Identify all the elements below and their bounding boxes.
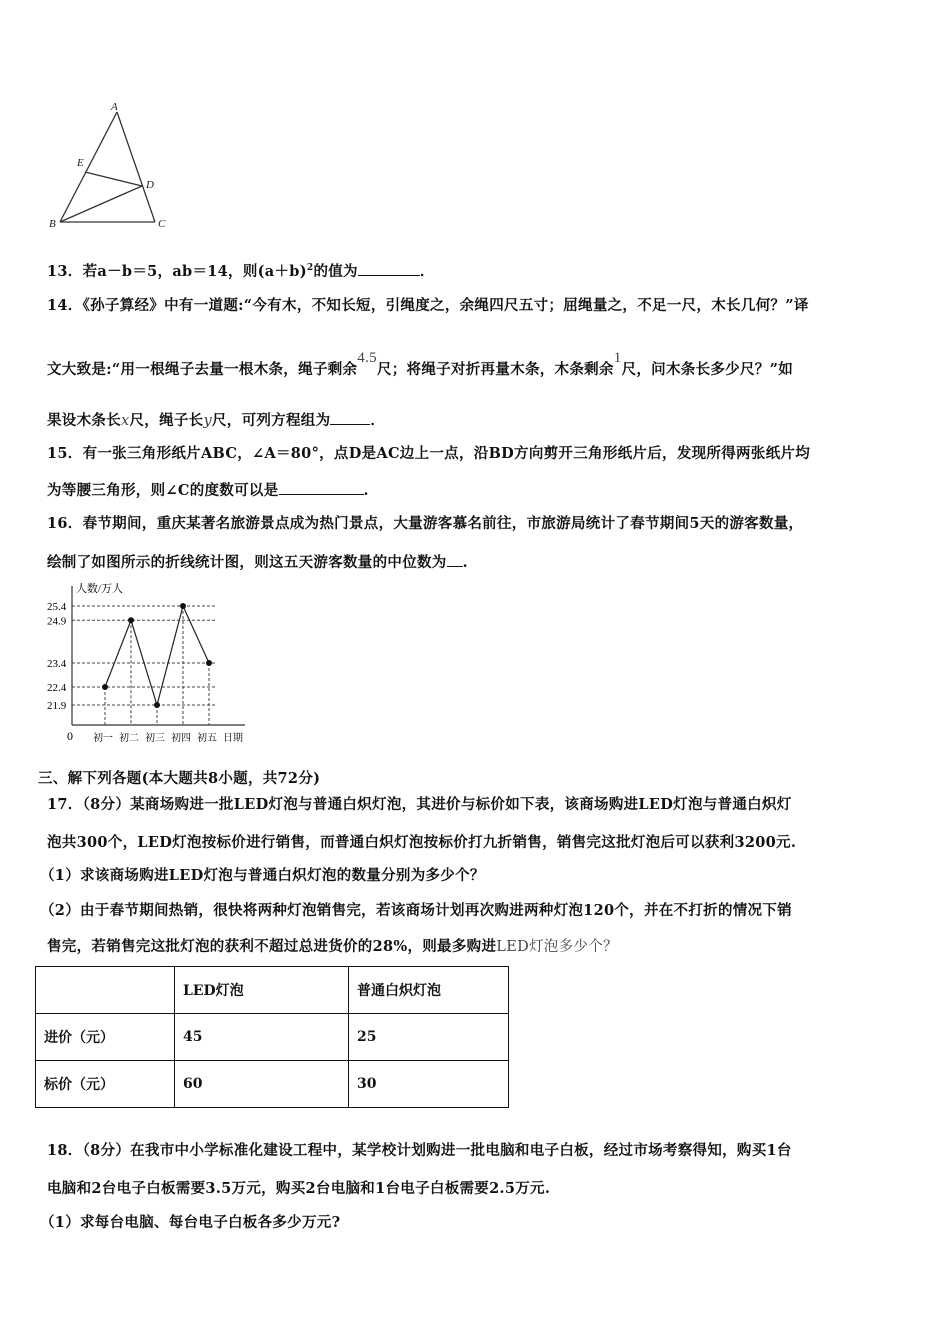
question-17-part1: （1）求该商场购进LED灯泡与普通白炽灯泡的数量分别为多少个？ <box>40 867 485 884</box>
question-14-line3 <box>47 409 385 430</box>
question-18-line1: 18．（8分）在我市中小学标准化建设工程中，某学校计划购进一批电脑和电子白板，经过市场考察得知，购买1台 <box>47 1142 792 1159</box>
question-18-line2: 电脑和2台电子白板需要3.5万元，购买2台电脑和1台电子白板需要2.5万元. <box>47 1180 551 1197</box>
question-17-part2-line1: （2）由于春节期间热销，很快将两种灯泡销售完，若该商场计划再次购进两种灯泡120个，并在不打折的情况下销 <box>40 902 792 919</box>
y-tick-label: 24.9 <box>47 615 67 628</box>
q15-text: 为等腰三角形，则∠C的度数可以是 <box>47 482 279 499</box>
answer-blank[interactable] <box>447 554 463 567</box>
table-cell <box>36 967 175 1014</box>
table-cell: 30 <box>349 1061 509 1108</box>
label-a: A <box>111 101 118 113</box>
x-tick-label: 初一 <box>93 733 113 744</box>
series-line <box>105 606 209 705</box>
q13-text2: 的值为 <box>313 263 358 280</box>
data-point <box>180 603 186 609</box>
q17-text: 售完，若销售完这批灯泡的获利不超过总进货价的28%，则最多购进 <box>47 938 497 955</box>
section-3-heading: 三、解下列各题(本大题共8小题，共72分) <box>38 770 321 787</box>
price-table <box>35 966 509 1108</box>
x-axis-label: 日期 <box>223 733 243 744</box>
q13-sup: 2 <box>306 263 314 274</box>
answer-blank[interactable] <box>279 482 364 495</box>
data-point <box>128 617 134 623</box>
q14-text6: 尺，可列方程组为 <box>211 412 331 429</box>
label-d: D <box>146 179 154 191</box>
y-tick-label: 25.4 <box>47 601 67 613</box>
question-17-line2: 泡共300个，LED灯泡按标价进行销售，而普通白炽灯泡按标价打九折销售，销售完这批灯泡后可以获利3200元. <box>47 834 797 851</box>
q14-text2: 尺；将绳子对折再量木条，木条剩余 <box>376 361 614 378</box>
table-row <box>36 1061 509 1108</box>
data-point <box>206 660 212 666</box>
table-cell: 45 <box>175 1014 349 1061</box>
answer-blank[interactable] <box>330 412 370 425</box>
table-cell: 标价（元） <box>36 1061 175 1108</box>
triangle-figure <box>45 100 175 230</box>
q14-val2: 1 <box>613 350 622 366</box>
question-16-line2 <box>47 551 468 572</box>
question-14-line1: 14．《孙子算经》中有一道题:“今有木，不知长短，引绳度之，余绳四尺五寸；屈绳量之，不足一尺，木长几何？”译 <box>47 297 809 314</box>
label-e: E <box>77 157 84 169</box>
y-axis-label: 人数/万人 <box>76 583 124 595</box>
q14-end: ． <box>370 412 386 429</box>
table-header-row <box>36 967 509 1014</box>
data-point <box>154 702 160 708</box>
q16-text: 绘制了如图所示的折线统计图，则这五天游客数量的中位数为 <box>47 554 447 571</box>
x-tick-label: 初五 <box>197 733 217 744</box>
q14-val1: 4.5 <box>357 350 377 366</box>
question-18-part1: （1）求每台电脑、每台电子白板各多少万元? <box>40 1214 341 1231</box>
q14-text: 文大致是:“用一根绳子去量一根木条，绳子剩余 <box>47 361 358 378</box>
table-row <box>36 1014 509 1061</box>
var-x: x <box>121 413 130 429</box>
table-cell: 25 <box>349 1014 509 1061</box>
y-tick-label: 21.9 <box>47 700 67 712</box>
table-cell: 进价（元） <box>36 1014 175 1061</box>
x-tick-label: 初四 <box>171 733 191 744</box>
label-b: B <box>49 218 56 230</box>
label-c: C <box>158 218 166 230</box>
q13-expr: a－b＝5，ab＝14，则(a＋b) <box>97 263 307 280</box>
y-tick-label: 22.4 <box>47 682 67 694</box>
question-13 <box>47 260 435 281</box>
answer-blank[interactable] <box>358 263 420 276</box>
table-cell: 60 <box>175 1061 349 1108</box>
q14-text3: 尺，问木条长多少尺？”如 <box>621 361 794 378</box>
q17-text2: LED灯泡多少个？ <box>496 939 618 955</box>
question-15-line2 <box>47 479 369 500</box>
x-tick-label: 初二 <box>119 733 139 744</box>
q13-text: 13．若 <box>47 263 98 280</box>
table-header: 普通白炽灯泡 <box>349 967 509 1014</box>
question-16-line1: 16．春节期间，重庆某著名旅游景点成为热门景点，大量游客慕名前往，市旅游局统计了春节期间5天的游客数量， <box>47 515 804 532</box>
q14-text5: 尺，绳子长 <box>129 412 204 429</box>
q13-end: ． <box>419 263 435 280</box>
visitor-line-chart <box>35 578 255 748</box>
question-17-line1: 17．（8分）某商场购进一批LED灯泡与普通白炽灯泡，其进价与标价如下表，该商场购进LED灯泡与普通白炽灯 <box>47 796 792 813</box>
question-17-part2-line2 <box>47 935 618 956</box>
q16-end: . <box>462 554 468 571</box>
y-tick-label: 23.4 <box>47 658 67 670</box>
table-header: LED灯泡 <box>175 967 349 1014</box>
question-14-line2 <box>47 350 794 379</box>
q14-text4: 果设木条长 <box>47 412 121 429</box>
q15-end: . <box>363 482 369 499</box>
var-y: y <box>203 413 212 429</box>
question-15-line1: 15．有一张三角形纸片ABC，∠A＝80°，点D是AC边上一点，沿BD方向剪开三角形纸片后，发现所得两张纸片均 <box>47 445 811 462</box>
origin-label: 0 <box>67 729 73 743</box>
x-tick-label: 初三 <box>145 733 165 744</box>
data-point <box>102 684 108 690</box>
